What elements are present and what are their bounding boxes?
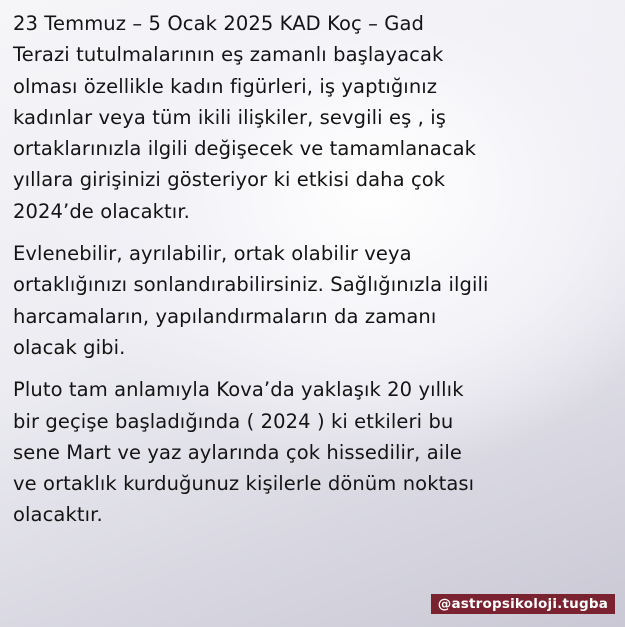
paragraph-relationships [13, 238, 617, 363]
text-line: olacak gibi. [13, 335, 126, 359]
text-line: harcamaların, yapılandırmaların da zamanı [13, 304, 437, 328]
text-line: 23 Temmuz – 5 Ocak 2025 KAD Koç – Gad [13, 12, 425, 35]
text-line: ortaklarınızla ilgili değişecek ve tamamlanacak [13, 137, 477, 161]
author-handle-badge: @astropsikoloji.tugba [431, 594, 615, 614]
post-text [13, 8, 617, 531]
text-line: ortaklığınızı sonlandırabilirsiniz. Sağlığınızla ilgili [13, 273, 489, 297]
text-line: yıllara girişinizi gösteriyor ki etkisi daha çok [13, 168, 446, 192]
text-line: 2024’de olacaktır. [13, 199, 190, 223]
text-line: kadınlar veya tüm ikili ilişkiler, sevgili eş , iş [13, 105, 447, 129]
text-line: Pluto tam anlamıyla Kova’da yaklaşık 20 yıllık [13, 378, 464, 402]
text-line: Evlenebilir, ayrılabilir, ortak olabilir veya [13, 242, 412, 266]
text-line: bir geçişe başladığında ( 2024 ) ki etkileri bu [13, 409, 454, 433]
text-line: sene Mart ve yaz aylarında çok hissedilir, aile [13, 440, 462, 464]
text-line: ve ortaklık kurduğunuz kişilerle dönüm noktası [13, 472, 475, 496]
text-line: olması özellikle kadın figürleri, iş yaptığınız [13, 74, 438, 98]
paragraph-pluto [13, 374, 617, 530]
text-line: Terazi tutulmalarının eş zamanlı başlayacak [13, 43, 444, 67]
text-line: olacaktır. [13, 503, 103, 527]
paragraph-eclipses [13, 8, 617, 227]
